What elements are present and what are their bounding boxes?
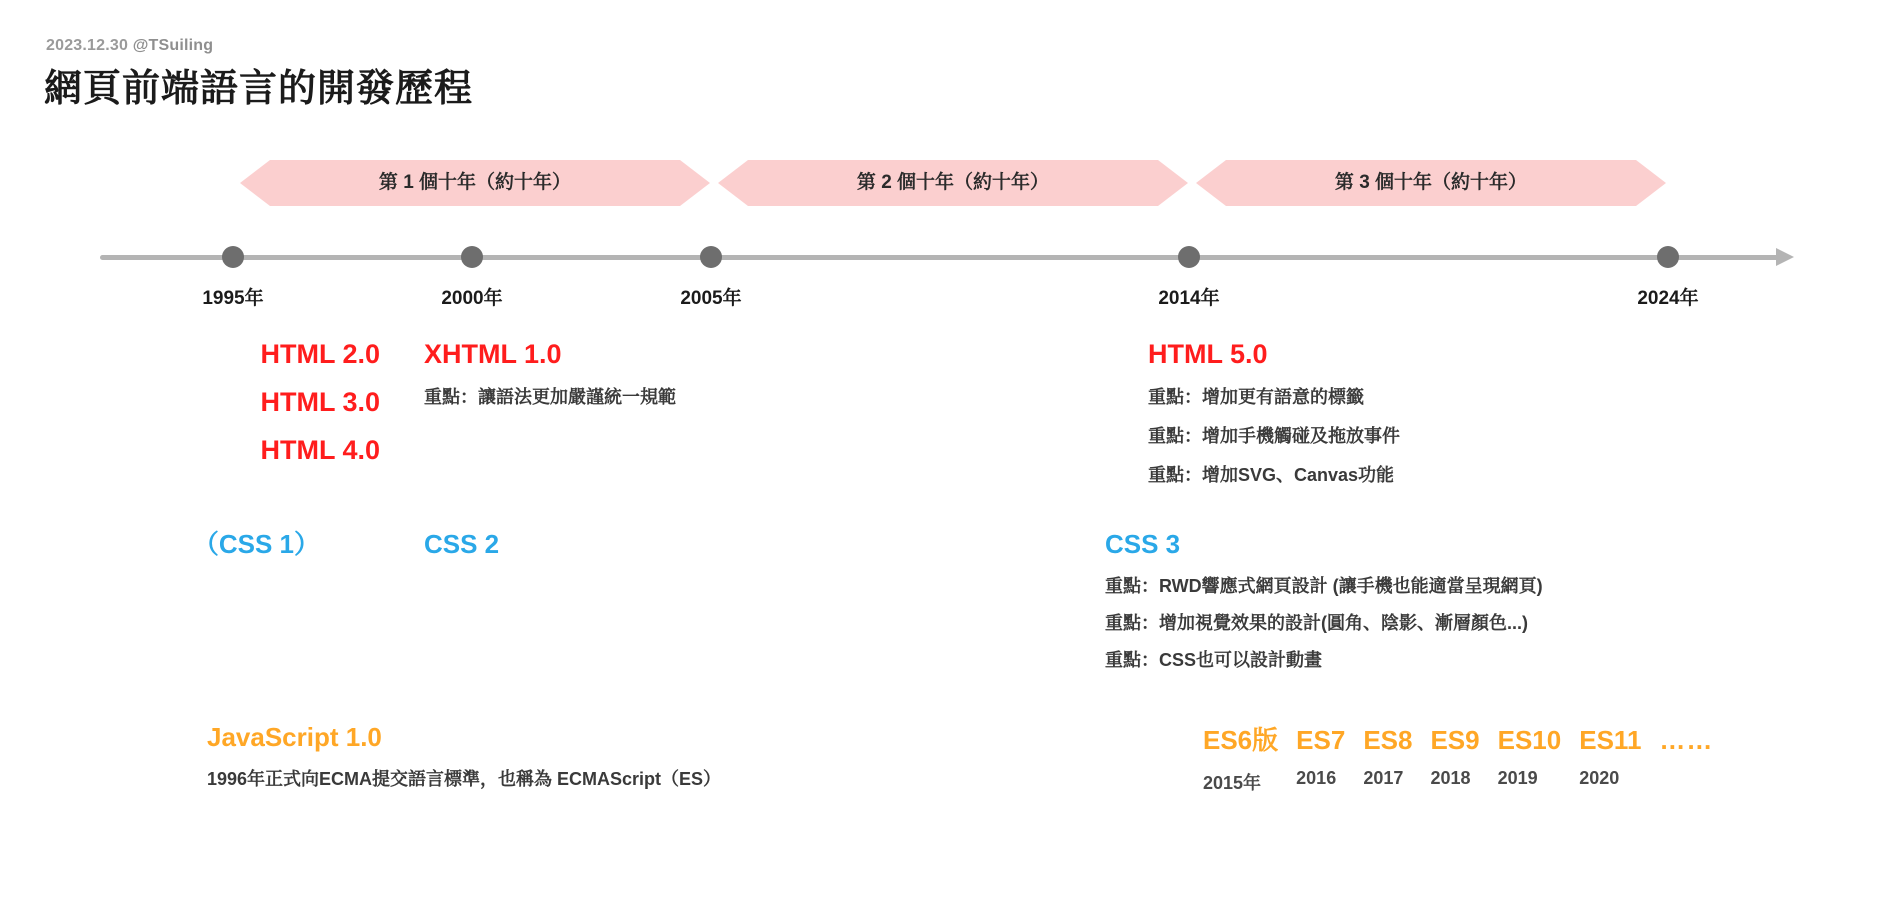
meta-handle: @TSuiling	[132, 37, 214, 54]
es-item	[1363, 725, 1412, 789]
css3-title: CSS 3	[1105, 529, 1181, 559]
html5-note-3: 重點：增加SVG、Canvas功能	[1148, 465, 1395, 485]
es-name: ES11	[1579, 725, 1642, 755]
html5-note-1: 重點：增加更有語意的標籤	[1148, 387, 1364, 407]
html-title-1: HTML 2.0	[260, 339, 380, 369]
xhtml-note-1: 重點：讓語法更加嚴謹統一規範	[424, 387, 676, 407]
es-year: 2015年	[1203, 773, 1262, 793]
es-year: 2020	[1579, 768, 1620, 788]
html-title-2: HTML 3.0	[260, 387, 380, 417]
es-more-ellipsis: ……	[1659, 725, 1714, 755]
es-year: 2019	[1497, 768, 1538, 788]
es-item	[1296, 725, 1345, 789]
decade-band-1	[240, 160, 710, 206]
css1-title: （CSS 1）	[192, 529, 320, 559]
meta-date: 2023.12.30	[46, 37, 129, 54]
timeline-node-2005	[700, 246, 722, 268]
es-name: ES6版	[1203, 725, 1279, 755]
timeline-label-2005: 2005年	[680, 288, 742, 309]
decade-label-3: 第 3 個十年（約十年）	[1334, 172, 1528, 193]
es-item	[1430, 725, 1479, 789]
css3-note-1: 重點：RWD響應式網頁設計 (讓手機也能適當呈現網頁)	[1105, 576, 1543, 596]
javascript-title: JavaScript 1.0	[207, 722, 382, 752]
timeline-node-1995	[222, 246, 244, 268]
css1-group	[0, 527, 320, 561]
decade-band-3	[1196, 160, 1666, 206]
javascript-note-1: 1996年正式向ECMA提交語言標準，也稱為 ECMAScript（ES）	[207, 769, 722, 789]
timeline-node-2014	[1178, 246, 1200, 268]
es-item	[1498, 725, 1562, 789]
es-name: ES9	[1430, 725, 1480, 755]
decade-band-2	[718, 160, 1188, 206]
meta-line	[46, 37, 213, 55]
html5-2014-group	[1148, 330, 1400, 495]
es-name: ES7	[1296, 725, 1346, 755]
html-title-3: HTML 4.0	[260, 435, 380, 465]
es-year: 2017	[1363, 768, 1404, 788]
es-year: 2018	[1430, 768, 1471, 788]
javascript-group	[207, 720, 721, 799]
xhtml-2000-group	[424, 330, 676, 417]
html5-title: HTML 5.0	[1148, 339, 1268, 369]
es-name: ES8	[1363, 725, 1413, 755]
css3-note-2: 重點：增加視覺效果的設計(圓角、陰影、漸層顏色...)	[1105, 613, 1528, 633]
css2-group	[424, 527, 499, 561]
html-1995-group	[0, 330, 380, 474]
es-year: 2016	[1296, 768, 1337, 788]
es-versions-row	[1203, 720, 1713, 795]
timeline-node-2000	[461, 246, 483, 268]
decade-label-1: 第 1 個十年（約十年）	[378, 172, 572, 193]
css2-title: CSS 2	[424, 529, 500, 559]
css3-group	[1105, 527, 1543, 679]
timeline-label-2014: 2014年	[1158, 288, 1220, 309]
es-item	[1579, 725, 1641, 789]
es-name: ES10	[1497, 725, 1562, 755]
xhtml-title: XHTML 1.0	[424, 339, 562, 369]
timeline-axis-arrow-icon	[1776, 248, 1794, 266]
page-title: 網頁前端語言的開發歷程	[44, 68, 474, 110]
timeline-label-1995: 1995年	[202, 288, 264, 309]
timeline-label-2024: 2024年	[1637, 288, 1699, 309]
decade-label-2: 第 2 個十年（約十年）	[856, 172, 1050, 193]
timeline-node-2024	[1657, 246, 1679, 268]
html5-note-2: 重點：增加手機觸碰及拖放事件	[1148, 426, 1400, 446]
timeline-label-2000: 2000年	[441, 288, 503, 309]
es-item	[1203, 720, 1278, 795]
timeline-axis	[100, 255, 1780, 260]
css3-note-3: 重點：CSS也可以設計動畫	[1105, 650, 1323, 670]
